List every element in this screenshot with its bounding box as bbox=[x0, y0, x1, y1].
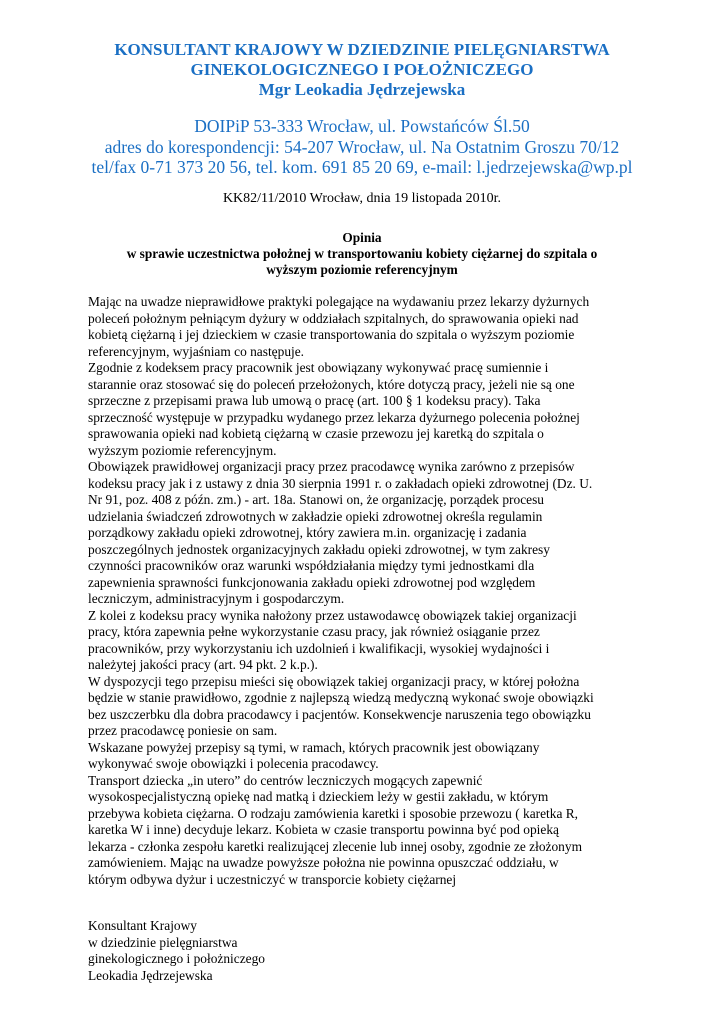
body-text-line: Mając na uwadze nieprawidłowe praktyki polegające na wydawaniu przez lekarzy dyżurnych bbox=[88, 294, 590, 309]
body-paragraph bbox=[88, 674, 648, 740]
body-text-line: kodeksu pracy jak i z ustawy z dnia 30 sierpnia 1991 r. o zakładach opieki zdrowotnej (Dz. U. bbox=[88, 475, 593, 491]
letterhead-title-line-1: KONSULTANT KRAJOWY W DZIEDZINIE PIELĘGNIARSTWA bbox=[114, 40, 610, 59]
body-text-line: którym odbywa dyżur i uczestniczyć w transporcie kobiety ciężarnej bbox=[88, 871, 457, 887]
letterhead-correspondence-address: adres do korespondencji: 54-207 Wrocław, ul. Na Ostatnim Groszu 70/12 bbox=[104, 136, 620, 157]
body-text-line: Transport dziecka „in utero” do centrów leczniczych mogących zapewnić bbox=[88, 772, 483, 788]
letterhead bbox=[0, 40, 724, 178]
body-text-line: Obowiązek prawidłowej organizacji pracy przez pracodawcę wynika zarówno z przepisów bbox=[88, 459, 575, 474]
body-text-line: leczniczym, administracyjnym i gospodarczym. bbox=[88, 591, 345, 606]
signature-line: w dziedzinie pielęgniarstwa bbox=[88, 934, 238, 950]
body-text-line: referencyjnym, wyjaśniam co następuje. bbox=[88, 343, 305, 359]
body-text-line: należytej jakości pracy (art. 94 pkt. 2 k.p.). bbox=[88, 657, 318, 672]
body-text-line: pracy, która zapewnia pełne wykorzystanie czasu pracy, jak również osiąganie przez bbox=[88, 624, 540, 639]
body-paragraph bbox=[88, 459, 648, 608]
opinion-title bbox=[80, 230, 644, 278]
body-text-line: udzielania świadczeń zdrowotnych w zakładzie opieki zdrowotnej określa regulamin bbox=[88, 508, 543, 524]
body-text-line: Z kolei z kodeksu pracy wynika nałożony przez ustawodawcę obowiązek takiej organizacji bbox=[88, 607, 577, 623]
body-paragraph bbox=[88, 360, 648, 459]
letterhead-address-line: DOIPiP 53-333 Wrocław, ul. Powstańców Śl.50 bbox=[194, 116, 530, 136]
body-text-line: starannie oraz stosować się do poleceń przełożonych, które dotyczą pracy, jeżeli nie są one bbox=[88, 376, 575, 392]
body-text-line: kobietą ciężarną i jej dzieckiem w czasie transportowania do szpitala o wyższym poziomie bbox=[88, 327, 575, 342]
body-text-line: pracowników, przy wykorzystaniu ich uzdolnień i kwalifikacji, wysokiej wydajności i bbox=[88, 640, 550, 656]
document-reference-date: KK82/11/2010 Wrocław, dnia 19 listopada 2010r. bbox=[222, 191, 502, 206]
body-text-line: wykonywać swoje obowiązki i polecenia pracodawcy. bbox=[88, 756, 379, 771]
body-text-line: sprzeczne z przepisami prawa lub umową o pracę (art. 100 § 1 kodeksu pracy). Taka bbox=[88, 393, 541, 408]
opinion-heading: Opinia bbox=[342, 230, 382, 245]
letterhead-author-name: Mgr Leokadia Jędrzejewska bbox=[258, 80, 466, 99]
document-body bbox=[88, 294, 648, 888]
signature-line: ginekologicznego i położniczego bbox=[88, 951, 265, 966]
body-paragraph bbox=[88, 608, 648, 674]
body-text-line: Wskazane powyżej przepisy są tymi, w ramach, których pracownik jest obowiązany bbox=[88, 739, 540, 755]
body-text-line: Zgodnie z kodeksem pracy pracownik jest obowiązany wykonywać pracę sumiennie i bbox=[88, 360, 549, 375]
body-text-line: porządkowy zakładu opieki zdrowotnej, który zawiera m.in. organizację i zadania bbox=[88, 525, 527, 540]
body-text-line: poleceń położnym pełniącym dyżury w oddziałach szpitalnych, do sprawowania opieki nad bbox=[88, 310, 579, 326]
body-text-line: wysokospecjalistyczną opiekę nad matką i dzieckiem leży w gestii zakładu, w którym bbox=[88, 789, 549, 804]
signature-line: Leokadia Jędrzejewska bbox=[88, 967, 213, 983]
body-text-line: zamówieniem. Mając na uwadze powyższe położna nie powinna opuszczać oddziału, w bbox=[88, 855, 559, 870]
body-text-line: wyższym poziomie referencyjnym. bbox=[88, 442, 277, 458]
body-text-line: bez uszczerbku dla dobra pracodawcy i pacjentów. Konsekwencje naruszenia tego obowiązku bbox=[88, 706, 591, 722]
body-text-line: karetka W i inne) decyduje lekarz. Kobieta w czasie transportu powinna być pod opieką bbox=[88, 822, 559, 837]
body-paragraph bbox=[88, 294, 648, 360]
body-text-line: W dyspozycji tego przepisu mieści się obowiązek takiej organizacji pracy, w której położna bbox=[88, 673, 580, 689]
body-text-line: sprzeczność występuje w przypadku wydanego przez lekarza dyżurnego polecenia położnej bbox=[88, 409, 580, 425]
letterhead-address-block bbox=[0, 116, 724, 178]
signature-block bbox=[88, 918, 488, 984]
opinion-subject-line-1: w sprawie uczestnictwa położnej w transportowaniu kobiety ciężarnej do szpitala o bbox=[126, 246, 598, 261]
letterhead-contact-line: tel/fax 0-71 373 20 56, tel. kom. 691 85 20 69, e-mail: l.jedrzejewska@wp.pl bbox=[91, 157, 633, 177]
body-text-line: będzie w stanie prawidłowo, zgodnie z najlepszą wiedzą medyczną wykonać swoje obowiązki bbox=[88, 690, 594, 705]
body-text-line: czynności pracowników oraz warunki współdziałania między tymi jednostkami dla bbox=[88, 558, 535, 573]
body-text-line: Nr 91, poz. 408 z późn. zm.) - art. 18a. Stanowi on, że organizację, porządek procesu bbox=[88, 492, 544, 507]
body-text-line: przebywa kobieta ciężarna. O rodzaju zamówienia karetki i sposobie przewozu ( karetka R, bbox=[88, 805, 579, 821]
body-paragraph bbox=[88, 740, 648, 773]
body-text-line: zapewnienia sprawności funkcjonowania zakładu opieki zdrowotnej pod względem bbox=[88, 574, 536, 590]
body-text-line: przez pracodawcę poniesie on sam. bbox=[88, 723, 278, 738]
body-paragraph bbox=[88, 773, 648, 889]
body-text-line: lekarza - członka zespołu karetki realizującej zlecenie lub innej osoby, zgodnie ze złożonym bbox=[88, 838, 582, 854]
letterhead-title-line-2: GINEKOLOGICZNEGO I POŁOŻNICZEGO bbox=[190, 60, 534, 79]
opinion-subject-line-2: wyższym poziomie referencyjnym bbox=[266, 262, 458, 277]
signature-line: Konsultant Krajowy bbox=[88, 918, 197, 933]
body-text-line: poszczególnych jednostek organizacyjnych zakładu opieki zdrowotnej, w tym zakresy bbox=[88, 541, 550, 557]
body-text-line: sprawowania opieki nad kobietą ciężarną w czasie przewozu jej karetką do szpitala o bbox=[88, 426, 544, 441]
